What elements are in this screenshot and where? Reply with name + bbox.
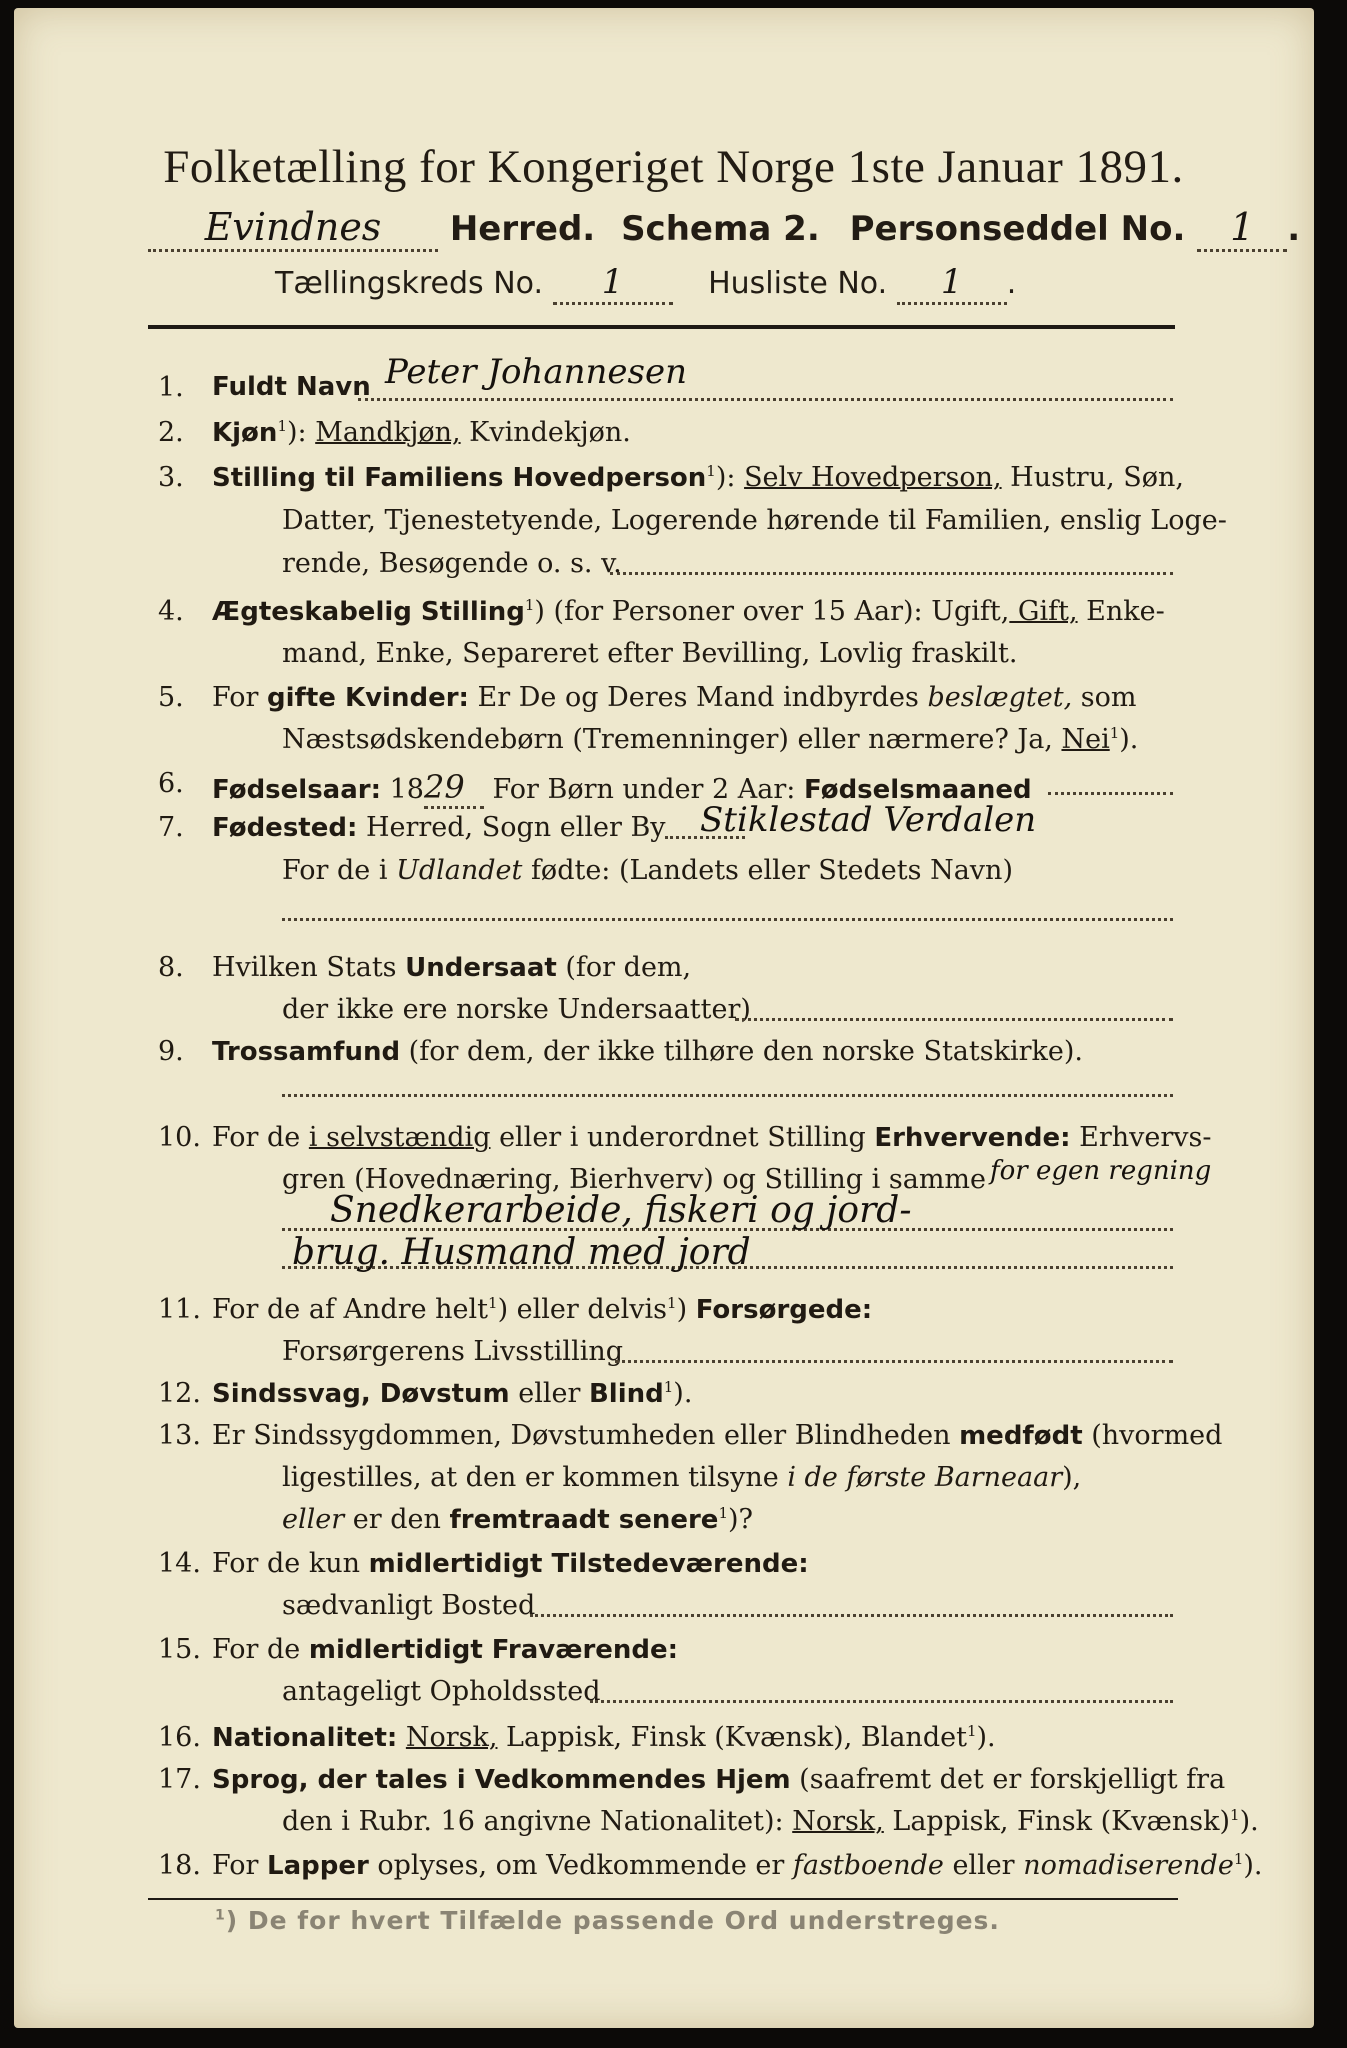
q10-pre: For de [212, 1122, 309, 1153]
personseddel-label: Personseddel No. [849, 209, 1186, 249]
footnote-mark: 1 [215, 1907, 226, 1924]
q16-end: ). [976, 1722, 996, 1753]
q11-label: Forsørgede: [695, 1295, 873, 1325]
q6-rest: For Børn under 2 Aar: [483, 774, 804, 805]
q10-underlined: i selvstændig [308, 1122, 491, 1153]
q10-rest: Erhvervs- [1070, 1122, 1212, 1153]
q13-number: 13. [158, 1420, 201, 1451]
q11-line-2: Forsørgerens Livsstilling [282, 1336, 624, 1367]
q18-rest: oplyses, om Vedkommende er [368, 1850, 793, 1881]
q13-line-2 [282, 1462, 1081, 1493]
q17-line-2b: Lappisk, Finsk (Kvænsk) [883, 1806, 1231, 1837]
q7-line-2a: For de i [282, 855, 397, 886]
q10-answer-1: for egen regning [990, 1156, 1212, 1186]
q12-mid: eller [509, 1378, 589, 1409]
q5-rest-2: som [1072, 682, 1137, 713]
q2-option-mandkjon: Mandkjøn, [315, 417, 461, 448]
q5-number: 5. [158, 682, 184, 713]
q11-pre: For de af Andre helt [212, 1294, 489, 1325]
kreds-value: 1 [553, 262, 673, 305]
q2-footnote-mark: 1 [277, 417, 287, 435]
q15-label: midlertidigt Fraværende: [308, 1635, 679, 1665]
q3-line-3: rende, Besøgende o. s. v. [282, 548, 622, 579]
personseddel-value: 1 [1197, 205, 1287, 252]
q5-rest: Er De og Deres Mand indbyrdes [468, 682, 928, 713]
q17-line-2a: den i Rubr. 16 angivne Nationalitet): [282, 1806, 793, 1837]
q4-selected-option: Gift, [1009, 596, 1078, 627]
q15-number: 15. [158, 1634, 201, 1665]
q12-label-2: Blind [588, 1379, 664, 1409]
q5-line-2b: ). [1119, 724, 1139, 755]
q13-rest: (hvormed [1082, 1420, 1223, 1451]
q6-label-2: Fødselsmaaned [804, 775, 1032, 805]
q5-italic: beslægtet, [927, 682, 1073, 713]
q4-number: 4. [158, 596, 184, 627]
footnote-text: ) De for hvert Tilfælde passende Ord understreges. [225, 1906, 1000, 1935]
q7-answer: Stiklestad Verdalen [700, 800, 1037, 840]
q6-fill-line [1048, 792, 1173, 795]
q10-number: 10. [158, 1122, 201, 1153]
q8-rest: (for dem, [556, 952, 692, 983]
q13-line-3b: er den [344, 1504, 450, 1535]
q5-line-2a: Næstsødskendebørn (Tremenninger) eller nærmere? Ja, [282, 724, 1062, 755]
q3-sep: ): [715, 462, 745, 493]
q3-line-2: Datter, Tjenestetyende, Logerende hørende til Familien, enslig Loge- [282, 505, 1227, 536]
q4-footnote-mark: 1 [524, 596, 535, 614]
q12-rest: ). [673, 1378, 693, 1409]
q11-footnote-mark-2: 1 [667, 1294, 677, 1312]
q10-answer-2: Snedkerarbeide, fiskeri og jord- [330, 1190, 912, 1231]
q13-line-3c: )? [728, 1504, 754, 1535]
q3-number: 3. [158, 462, 184, 493]
q2-option-kvindekjon: Kvindekjøn. [460, 417, 631, 448]
q5-selected-option: Nei [1061, 724, 1110, 755]
q18-mid: eller [943, 1850, 1024, 1881]
q13-label: medfødt [959, 1421, 1083, 1451]
q17-label: Sprog, der tales i Vedkommendes Hjem [212, 1765, 791, 1795]
q6-answer: 29 [424, 768, 484, 809]
q17-number: 17. [158, 1764, 201, 1795]
q17-footnote-mark: 1 [1230, 1806, 1240, 1824]
q18-footnote-mark: 1 [1233, 1850, 1244, 1868]
q8-label: Undersaat [405, 953, 557, 983]
q11-number: 11. [158, 1294, 201, 1325]
q3-rest: Hustru, Søn, [1001, 462, 1184, 493]
q13-line-3a: eller [282, 1504, 345, 1535]
q16-footnote-mark: 1 [966, 1722, 977, 1740]
q8-line-2: der ikke ere norske Undersaatter) [282, 994, 751, 1025]
q1-number: 1. [158, 372, 184, 403]
q4-rest-2: Enke- [1077, 596, 1165, 627]
q4-label: Ægteskabelig Stilling [212, 597, 525, 627]
q14-number: 14. [158, 1548, 201, 1579]
q7-fill-line-2 [282, 918, 1173, 921]
schema-label: Schema 2. [621, 209, 820, 249]
husliste-label: Husliste No. [708, 266, 888, 301]
q10-answer-3: brug. Husmand med jord [292, 1232, 751, 1273]
q17-selected-option: Norsk, [792, 1806, 884, 1837]
q3-footnote-mark: 1 [706, 462, 716, 480]
q18-pre: For [212, 1850, 268, 1881]
q12-footnote-mark: 1 [663, 1378, 674, 1396]
q2-label: Kjøn [212, 418, 278, 448]
q15-line-2: antageligt Opholdssted [282, 1676, 601, 1707]
q7-italic: Udlandet [396, 855, 523, 886]
q11-mid-2: ) [676, 1294, 696, 1325]
q3-selected-option: Selv Hovedperson, [744, 462, 1002, 493]
q18-italic-2: nomadiserende [1023, 1850, 1234, 1881]
q15-fill-line [590, 1700, 1173, 1703]
q13-line-2a: ligestilles, at den er kommen tilsyne [282, 1462, 788, 1493]
q4-rest: ) (for Personer over 15 Aar): Ugift, [534, 596, 1010, 627]
husliste-value: 1 [897, 262, 1007, 305]
q6-number: 6. [158, 768, 184, 799]
q8-pre: Hvilken Stats [212, 952, 406, 983]
q13-footnote-mark: 1 [718, 1504, 728, 1522]
q5-label: gifte Kvinder: [267, 683, 469, 713]
q9-number: 9. [158, 1036, 184, 1067]
q12-number: 12. [158, 1378, 201, 1409]
kreds-label: Tællingskreds No. [275, 266, 543, 301]
q8-fill-line [735, 1018, 1173, 1021]
q17-end: ). [1239, 1806, 1259, 1837]
herred-label: Herred. [449, 209, 596, 249]
q4-line-2: mand, Enke, Separeret efter Bevilling, Lovlig fraskilt. [282, 638, 1018, 669]
q7-line-2b: fødte: (Landets eller Stedets Navn) [522, 855, 1013, 886]
q7-number: 7. [158, 812, 184, 843]
q1-fill-line [358, 398, 1173, 401]
header-kreds-line: Tællingskreds No. 1 Husliste No. 1 . [275, 262, 1175, 305]
q3-fill-line [610, 572, 1173, 575]
q16-number: 16. [158, 1722, 201, 1753]
q8-number: 8. [158, 952, 184, 983]
q18-number: 18. [158, 1850, 201, 1881]
header-herred-line: Evindnes Herred. Schema 2. Personseddel No. 1 . [148, 205, 1188, 252]
q6-prefix: 18 [381, 774, 424, 805]
q11-fill-line [615, 1360, 1173, 1363]
q14-label: midlertidigt Tilstedeværende: [368, 1549, 809, 1579]
q13-italic: i de første Barneaar [787, 1462, 1063, 1493]
q16-label: Nationalitet: [212, 1723, 398, 1753]
q9-label: Trossamfund [212, 1037, 401, 1067]
q5-line-2 [282, 724, 1138, 755]
q9-rest: (for dem, der ikke tilhøre den norske Statskirke). [400, 1036, 1083, 1067]
q17-rest: (saafremt det er forskjelligt fra [790, 1764, 1226, 1795]
q14-pre: For de kun [212, 1548, 369, 1579]
q6-label: Fødselsaar: [212, 775, 381, 805]
q17-line-2 [282, 1806, 1259, 1837]
herred-value: Evindnes [148, 205, 438, 252]
q18-italic-1: fastboende [792, 1850, 944, 1881]
footnote [215, 1906, 1000, 1935]
q7-line-2 [282, 855, 1013, 886]
q18-end: ). [1243, 1850, 1263, 1881]
q13-label-3: fremtraadt senere [449, 1505, 719, 1535]
q2-number: 2. [158, 417, 184, 448]
q16-selected-option: Norsk, [405, 1722, 498, 1753]
q1-label: Fuldt Navn [212, 372, 371, 402]
q10-line-2: gren (Hovednæring, Bierhverv) og Stilling i samme [282, 1164, 987, 1195]
q11-footnote-mark-1: 1 [488, 1294, 498, 1312]
form-title: Folketælling for Kongeriget Norge 1ste Januar 1891. [163, 141, 1184, 193]
q13-line-3 [282, 1504, 753, 1535]
q3-label: Stilling til Familiens Hovedperson [212, 463, 707, 493]
q10-mid: eller i underordnet Stilling [490, 1122, 875, 1153]
q1-answer: Peter Johannesen [385, 352, 687, 392]
q18-label: Lapper [267, 1851, 369, 1881]
q13-pre: Er Sindssygdommen, Døvstumheden eller Blindheden [212, 1420, 960, 1451]
q7-rest: Herred, Sogn eller By [357, 812, 666, 843]
q5-pre: For [212, 682, 268, 713]
q14-fill-line [530, 1614, 1173, 1617]
q16-rest: Lappisk, Finsk (Kvænsk), Blandet [497, 1722, 967, 1753]
q10-label: Erhvervende: [874, 1123, 1071, 1153]
q12-label: Sindssvag, Døvstum [212, 1379, 510, 1409]
q7-label: Fødested: [212, 813, 358, 843]
q13-line-2b: ), [1062, 1462, 1082, 1493]
q11-mid: ) eller delvis [497, 1294, 668, 1325]
q14-line-2: sædvanligt Bosted [282, 1590, 536, 1621]
q15-pre: For de [212, 1634, 309, 1665]
footnote-rule [148, 1898, 1178, 1900]
q2-sep: ): [286, 417, 316, 448]
q5-footnote-mark: 1 [1109, 724, 1120, 742]
header-rule [148, 325, 1175, 329]
q9-fill-line [282, 1094, 1173, 1097]
